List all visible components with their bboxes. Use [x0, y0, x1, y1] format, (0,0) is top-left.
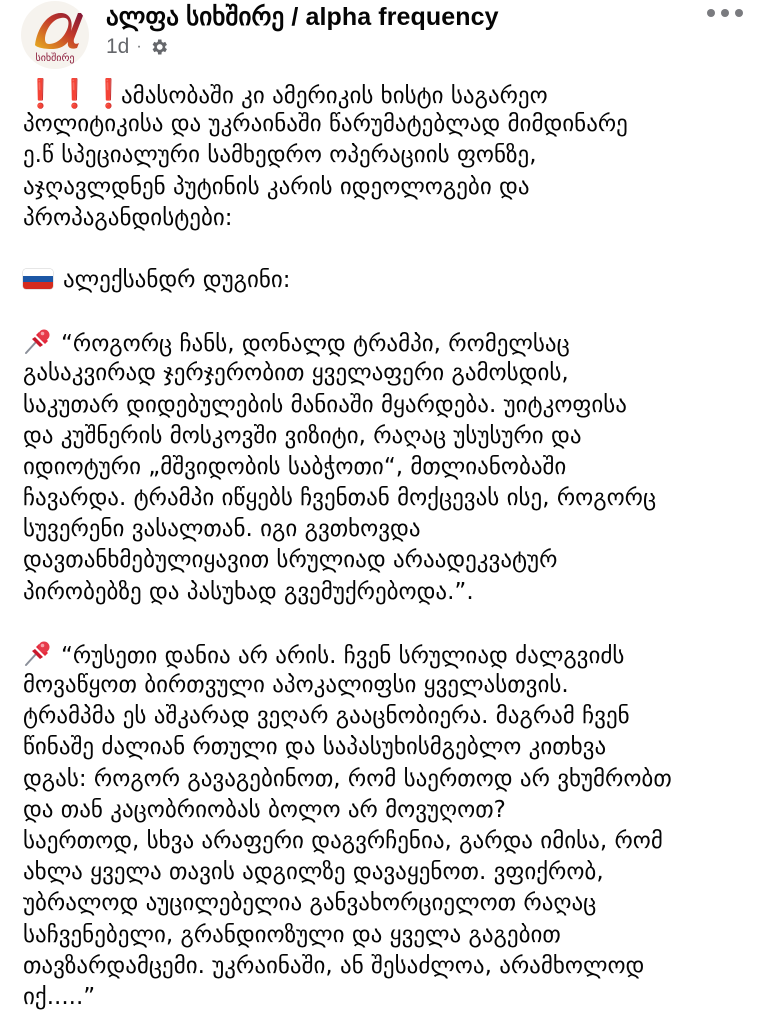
intro-text: ამასობაში კი ამერიკის ხისტი საგარეო	[121, 83, 548, 109]
quote1-line: იდიოტური „მშვიდობის საბჭოთი“, მთლიანობაში	[23, 453, 567, 480]
quote2-line: ახლა ყველა თავის ადგილზე დავაყენოთ. ვფიქრობ,	[23, 859, 604, 886]
quote2-line: მოვაწყოთ ბირთვული აპოკალიფსი ყველასთვის.	[23, 672, 569, 698]
quote1-line: ჩავარდა. ტრამპი იწყებს ჩვენთან მოქცევას ისე, როგორც	[23, 485, 657, 512]
paragraph-gap	[23, 234, 753, 265]
quote2-line: წინაშე ძალიან რთული და საპასუხისმგებლო კითხვა	[23, 734, 607, 761]
quote2-text: “რუსეთი დანია არ არის. ჩვენ სრულიად ძალგვიძს	[61, 642, 625, 669]
quote2-line: საჩვენებელი, გრანდიოზული და ყველა გაგებით	[23, 921, 561, 948]
quote2-line: ტრამპმა ეს აშკარად ვეღარ გააცნობიერა. მაგრამ ჩვენ	[23, 703, 630, 730]
more-dot-icon	[707, 9, 715, 17]
paragraph-gap	[23, 296, 753, 327]
exclamation-icon: ❗	[23, 77, 58, 110]
paragraph-gap	[23, 608, 753, 639]
quote2-line	[23, 639, 753, 670]
intro-line: პოლიტიკისა და უკრაინაში წარუმატებლად მიმდინარე	[23, 111, 628, 138]
more-dot-icon	[735, 9, 743, 17]
quote1-text: “როგორც ჩანს, დონალდ ტრამპი, რომელსაც	[61, 331, 570, 358]
intro-line	[23, 78, 753, 109]
pushpin-icon	[23, 327, 53, 355]
post-body	[23, 78, 753, 1013]
quote1-line: საკუთარ დიდებულების მანიაში მყარდება. უიტკოფისა	[23, 391, 627, 418]
page-name-link[interactable]: ალფა სიხშირე / alpha frequency	[106, 3, 499, 31]
post-timestamp[interactable]: 1d	[106, 35, 130, 58]
speaker-line	[23, 265, 753, 296]
intro-line: პროპაგანდისტები:	[23, 204, 233, 231]
quote2-line: თავზარდამცემი. უკრაინაში, ან შესაძლოა, არამხოლოდ	[23, 952, 645, 979]
intro-line: ე.წ სპეციალური სამხედრო ოპერაციის ფონზე,	[23, 142, 537, 169]
avatar-label: სიხშირე	[35, 53, 75, 64]
quote2-line: იქ.....”	[23, 983, 96, 1010]
quote2-line: უბრალოდ აუცილებელია განვახორციელოთ რაღაც	[23, 890, 597, 917]
quote2-line: და თან კაცობრიობას ბოლო არ მოვუღოთ?	[23, 796, 506, 823]
quote1-line: და კუშნერის მოსკოვში ვიზიტი, რაღაც უსუსური და	[23, 422, 582, 449]
pushpin-icon	[23, 639, 53, 667]
gear-icon[interactable]	[149, 37, 169, 57]
more-dot-icon	[721, 9, 729, 17]
exclamation-icon: ❗	[57, 77, 92, 110]
quote1-line: გასაკვირად ჯერჯერობით ყველაფერი გამოსდის,	[23, 360, 569, 387]
meta-separator: ·	[136, 38, 142, 55]
russia-flag-icon	[23, 269, 53, 289]
quote1-line	[23, 327, 753, 358]
quote2-line: დგას: როგორ გავაგებინოთ, რომ საერთოდ არ ვხუმრობთ	[23, 765, 672, 792]
post-meta	[106, 33, 169, 61]
exclamation-icon: ❗	[91, 77, 126, 110]
speaker-name: ალექსანდრ დუგინი:	[63, 266, 291, 293]
intro-line: აჯღავლდნენ პუტინის კარის იდეოლოგები და	[23, 173, 530, 200]
quote1-line: სუვერენი ვასალთან. იგი გვთხოვდა	[23, 516, 421, 543]
quote1-line: დავთანხმებულიყავით სრულიად არაადეკვატურ	[23, 547, 558, 574]
quote2-line: საერთოდ, სხვა არაფერი დაგვრჩენია, გარდა იმისა, რომ	[23, 827, 663, 854]
quote1-line: პირობებზე და პასუხად გვემუქრებოდა.”.	[23, 578, 474, 605]
post-header	[0, 0, 764, 70]
alpha-logo-icon	[21, 1, 89, 69]
page-avatar[interactable]	[21, 1, 89, 69]
more-options-button[interactable]	[707, 4, 743, 22]
